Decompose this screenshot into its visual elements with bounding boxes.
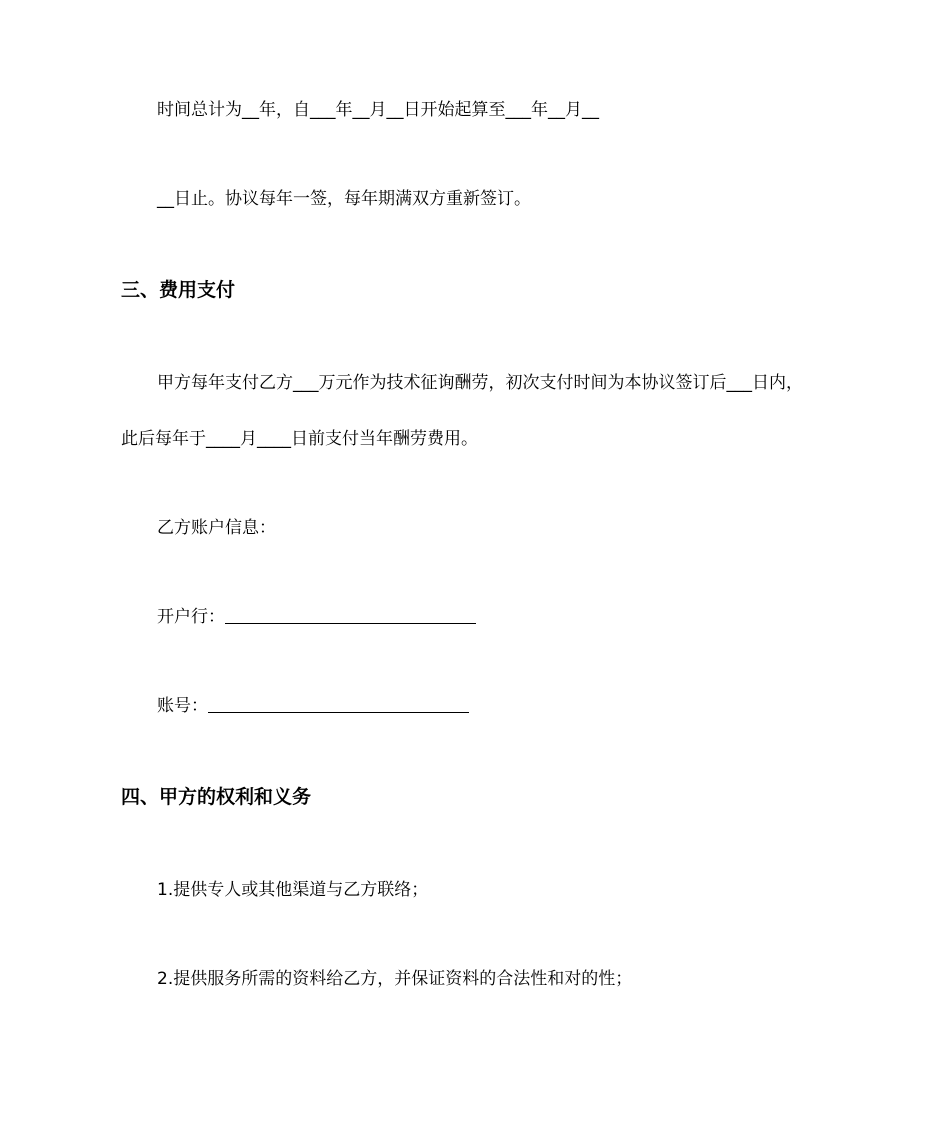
account-number-blank-line [208,711,469,713]
section-3-heading: 三、费用支付 [121,279,236,301]
bank-field-row [157,605,476,629]
obligation-item-2: 2.提供服务所需的资料给乙方，并保证资料的合法性和对的性； [157,969,633,989]
payment-line-1: 甲方每年支付乙方___万元作为技术征询酬劳，初次支付时间为本协议签订后___日内， [157,373,803,393]
payment-line-2: 此后每年于____月____日前支付当年酬劳费用。 [121,429,478,449]
bank-blank-line [225,622,476,624]
section-4-heading: 四、甲方的权利和义务 [121,786,312,808]
account-info-label: 乙方账户信息： [157,518,276,538]
term-line-1: 时间总计为__年，自___年__月__日开始起算至___年__月__ [157,100,599,120]
bank-label: 开户行： [157,607,225,627]
account-number-row [157,694,469,718]
term-line-2: __日止。协议每年一签，每年期满双方重新签订。 [157,189,531,209]
obligation-item-1: 1.提供专人或其他渠道与乙方联络； [157,880,429,900]
account-number-label: 账号： [157,696,208,716]
